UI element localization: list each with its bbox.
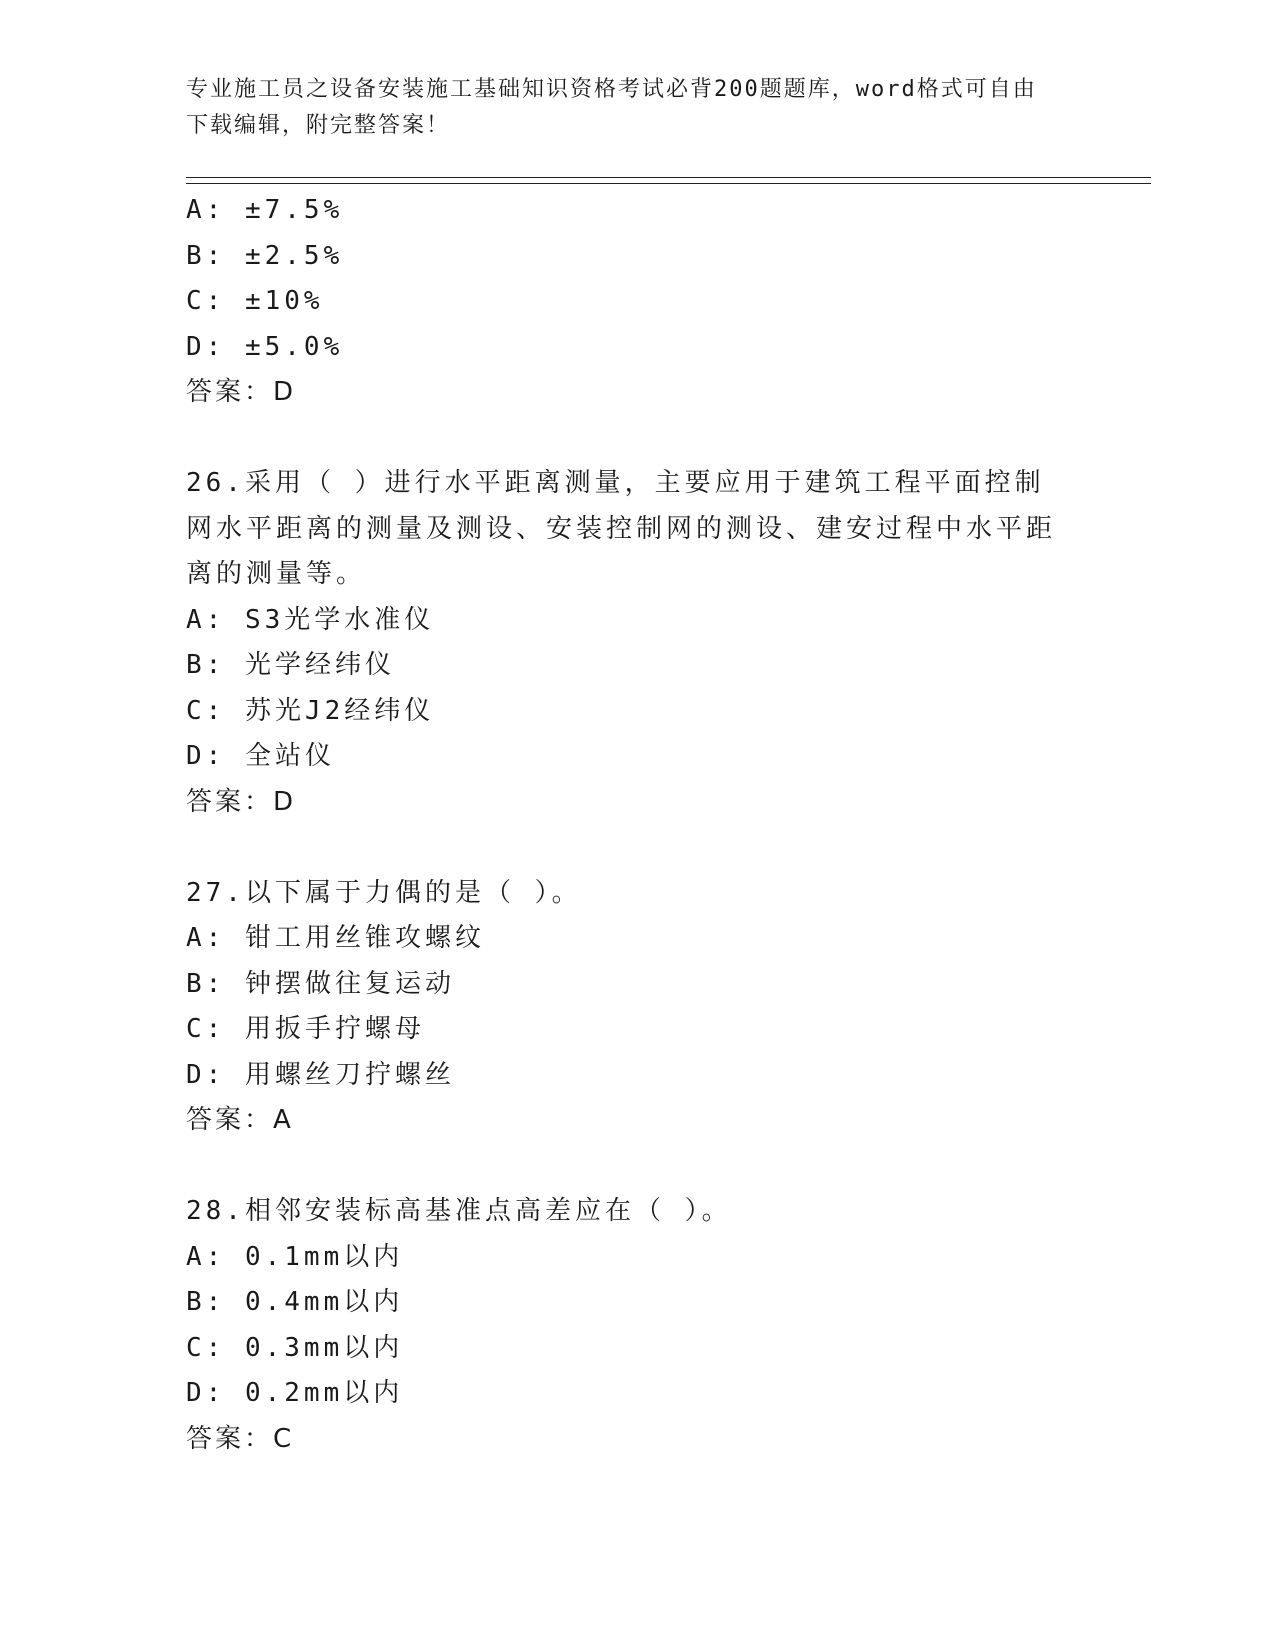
header-line-2: 下载编辑，附完整答案！ — [186, 113, 451, 138]
document-header — [186, 72, 1066, 144]
option-a: A: S3光学水准仪 — [186, 604, 435, 635]
option-d: D: 用螺丝刀拧螺丝 — [186, 1059, 455, 1090]
question-text: 27.以下属于力偶的是（ ）。 — [186, 877, 582, 908]
option-c: C: 用扳手拧螺母 — [186, 1014, 425, 1044]
question-text: 26.采用（ ）进行水平距离测量，主要应用于建筑工程平面控制网水平距离的测量及测设、安装控制网的测设、建安过程中水平距离的测量等。 — [186, 468, 1057, 589]
spacer — [186, 416, 1066, 462]
question-26 — [186, 461, 1066, 825]
option-d: D: 0.2mm以内 — [186, 1378, 404, 1408]
question-text: 28.相邻安装标高基准点高差应在（ ）。 — [186, 1196, 732, 1226]
spacer — [186, 825, 1066, 871]
option-b: B: 0.4mm以内 — [186, 1287, 404, 1317]
option-a: A: 0.1mm以内 — [186, 1241, 404, 1272]
option-d: D: ±5.0% — [186, 331, 344, 362]
option-a: A: 钳工用丝锥攻螺纹 — [186, 923, 485, 953]
spacer — [186, 1144, 1066, 1190]
option-c: C: 0.3mm以内 — [186, 1332, 404, 1363]
question-list — [186, 188, 1066, 1462]
option-b: B: 钟摆做往复运动 — [186, 968, 455, 999]
question-27 — [186, 871, 1066, 1144]
answer: 答案：A — [186, 1105, 294, 1135]
answer: 答案：D — [186, 786, 297, 817]
option-c: C: 苏光J2经纬仪 — [186, 695, 435, 726]
question-25 — [186, 188, 1066, 416]
question-28 — [186, 1189, 1066, 1462]
option-b: B: 光学经纬仪 — [186, 650, 395, 680]
header-line-1: 专业施工员之设备安装施工基础知识资格考试必背200题题库，word格式可自由 — [186, 77, 1037, 102]
option-b: B: ±2.5% — [186, 240, 344, 271]
header-rule-bottom — [186, 183, 1151, 184]
option-c: C: ±10% — [186, 286, 324, 316]
answer: 答案：D — [186, 377, 297, 407]
answer: 答案：C — [186, 1423, 295, 1454]
option-a: A: ±7.5% — [186, 195, 344, 225]
option-d: D: 全站仪 — [186, 741, 335, 771]
header-rule-top — [186, 177, 1151, 178]
